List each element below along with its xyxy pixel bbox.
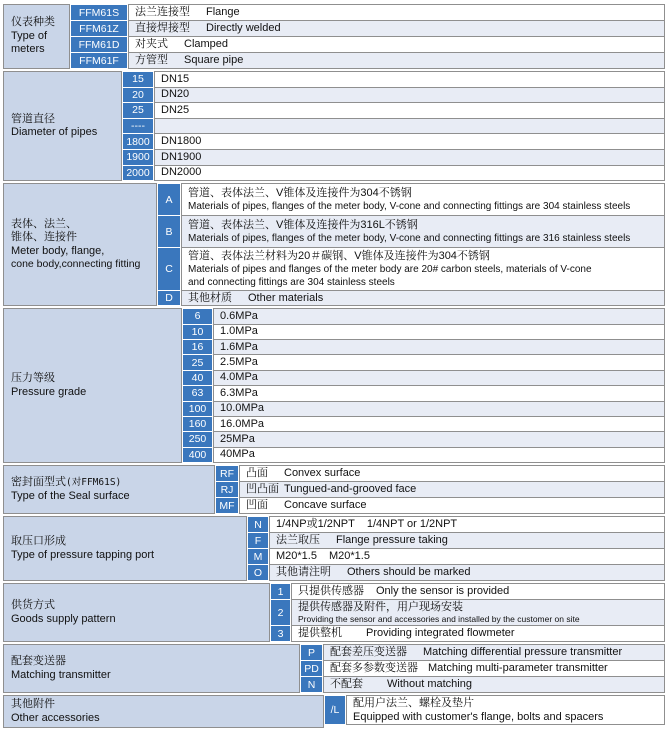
section-pressure-grade-label [3,308,182,463]
desc-en: Without matching [387,678,472,691]
desc-en: Square pipe [184,54,244,66]
desc-zh: DN1900 [161,150,202,163]
option-code: 3 [270,625,291,642]
option-desc [239,497,665,514]
section-supply-pattern [3,583,665,642]
option-desc [213,370,665,386]
label-en: Goods supply pattern [11,612,116,625]
desc-en: Tungued-and-grooved face [284,483,417,496]
option-desc [154,165,665,182]
option-code: 400 [182,447,213,463]
desc-en: Materials of pipes and flanges of the meter body are 20# carbon steels, materials of V-cone [188,263,592,275]
desc-zh: 直接焊接型 [135,22,190,34]
desc-zh: 对夹式 [135,38,168,50]
desc-zh: 法兰取压 [276,534,320,547]
section-tapping-port [3,516,665,581]
section-accessories-label [3,695,324,728]
option-code: 2000 [122,165,154,182]
section-tapping-port-label [3,516,247,581]
option-code: FFM61S [70,4,128,21]
option-rows [182,308,665,463]
option-code: PD [300,660,323,677]
option-desc [269,564,665,581]
option-desc [323,676,665,693]
desc-zh: 配套多参数变送器 [330,662,418,675]
option-code: 2 [270,599,291,626]
option-row [247,548,665,565]
option-row [182,370,665,386]
option-row [157,290,665,306]
section-pipe-diameter-label [3,71,122,181]
option-code: N [300,676,323,693]
desc-en: Clamped [184,38,229,50]
desc-zh: 25MPa [220,432,255,445]
option-rows [157,183,665,306]
option-rows [122,71,665,181]
option-code: FFM61D [70,36,128,53]
option-desc [213,324,665,340]
label-en: Diameter of pipes [11,126,98,139]
desc-en: Matching multi-parameter transmitter [428,662,608,675]
desc-en: Providing the sensor and accessories and installed by the customer on site [298,613,580,624]
option-row [215,465,665,482]
option-rows [70,4,665,69]
option-desc [154,87,665,104]
option-code: FFM61Z [70,20,128,37]
option-desc [181,247,665,291]
section-materials-label [3,183,157,306]
desc-zh: 管道、表体法兰、V锥体及连接件为316L不锈钢 [188,218,418,231]
option-code: 10 [182,324,213,340]
option-code: 1800 [122,133,154,150]
option-row [122,87,665,104]
desc-zh: DN25 [161,103,190,116]
option-code: 63 [182,385,213,401]
option-desc [154,71,665,88]
option-code: 250 [182,431,213,447]
option-row [157,247,665,291]
option-code: N [247,516,269,533]
option-code: /L [324,695,346,725]
desc-en: Others should be marked [347,566,471,579]
desc-zh: 提供整机 [298,627,342,640]
option-row [324,695,665,725]
option-desc [128,52,665,69]
option-desc [154,118,665,135]
option-desc [291,583,665,600]
section-transmitter-label [3,644,300,693]
desc-zh: DN2000 [161,166,202,179]
desc-zh: 1.0MPa [220,325,258,338]
label-zh: 仪表种类 [11,16,55,29]
option-desc [181,290,665,306]
desc-zh: 配套差压变送器 [330,646,407,659]
option-row [70,36,665,53]
desc-zh: 0.6MPa [220,309,258,322]
desc-en: Concave surface [284,499,367,512]
option-row [182,339,665,355]
option-desc [213,385,665,401]
desc-zh: 16.0MPa [220,417,265,430]
label-zh: 表体、法兰、 [11,217,77,230]
section-seal-surface [3,465,665,514]
option-desc [269,548,665,565]
label-zh2: 锥体、连接件 [11,231,77,244]
option-code: D [157,290,181,306]
option-code: 25 [182,354,213,370]
section-transmitter [3,644,665,693]
section-meter-type [3,4,665,69]
option-row [122,71,665,88]
option-code: ---- [122,118,154,135]
label-en: Pressure grade [11,385,87,398]
option-row [182,431,665,447]
option-code: 1 [270,583,291,600]
desc-en: Materials of pipes, flanges of the meter body, V-cone and connecting fittings are 304 stainless steels [188,200,631,212]
desc-zh: M20*1.5 [276,550,317,563]
section-seal-surface-label [3,465,215,514]
option-row [270,625,665,642]
label-en: Matching transmitter [11,668,111,681]
label-en: Type of meters [11,29,48,56]
option-rows [247,516,665,581]
option-row [122,102,665,119]
option-row [182,401,665,417]
option-row [157,215,665,248]
desc-en: Directly welded [206,22,281,34]
option-desc [239,481,665,498]
section-supply-pattern-label [3,583,270,642]
desc-zh: 法兰连接型 [135,6,190,18]
option-desc [346,695,665,725]
option-row [182,354,665,370]
section-pressure-grade [3,308,665,463]
desc-en: Materials of pipes, flanges of the meter body, V-cone and connecting fittings are 316 stainless steels [188,232,631,244]
desc-zh: 管道、表体法兰、V锥体及连接件为304不锈钢 [188,186,412,199]
option-code: 15 [122,71,154,88]
label-en: Other accessories [11,711,100,724]
desc-zh: DN1800 [161,135,202,148]
option-row [247,532,665,549]
option-row [182,416,665,432]
option-row [122,133,665,150]
label-zh: 取压口形成 [11,535,66,548]
desc-zh: DN20 [161,88,190,101]
option-code: 100 [182,401,213,417]
option-row [70,4,665,21]
option-desc [213,339,665,355]
option-row [157,183,665,216]
option-desc [269,516,665,533]
desc-zh: 10.0MPa [220,402,265,415]
desc-zh: DN15 [161,72,190,85]
section-materials [3,183,665,306]
desc-zh: 2.5MPa [220,356,258,369]
label-en: Meter body, flange, [11,244,105,257]
option-row [247,516,665,533]
option-code: 160 [182,416,213,432]
option-code: M [247,548,269,565]
label-en: Type of the Seal surface [11,489,130,502]
option-desc [323,644,665,661]
option-row [300,644,665,661]
desc-en: Only the sensor is provided [376,585,510,598]
option-row [122,118,665,135]
option-row [247,564,665,581]
option-code: 16 [182,339,213,355]
label-zh: 压力等级 [11,372,55,385]
label-en: Type of pressure tapping port [11,548,155,561]
label-zh: 管道直径 [11,112,55,125]
label-suffix: (对FFM61S) [66,477,122,489]
desc-en: Other materials [248,291,324,304]
option-desc [213,354,665,370]
option-desc [291,599,665,626]
option-row [182,308,665,324]
option-desc [213,308,665,324]
desc-zh: 方管型 [135,54,168,66]
option-rows [215,465,665,514]
desc-en2: and connecting fittings are 304 stainless steels [188,276,395,288]
option-desc [154,102,665,119]
option-code: 25 [122,102,154,119]
option-row [122,149,665,166]
option-desc [181,183,665,216]
option-row [182,324,665,340]
desc-en: Equipped with customer's flange, bolts and spacers [353,710,604,723]
option-row [215,497,665,514]
label-en2: cone body,connecting fitting [11,258,141,271]
desc-zh: 1/4NP或1/2NPT [276,518,355,531]
option-code: A [157,183,181,216]
option-row [182,385,665,401]
option-desc [213,416,665,432]
label-zh: 配套变送器 [11,655,66,668]
option-row [122,165,665,182]
option-code: RJ [215,481,239,498]
option-row [215,481,665,498]
option-desc [291,625,665,642]
desc-zh: 4.0MPa [220,371,258,384]
option-desc [213,431,665,447]
option-desc [128,36,665,53]
option-code: 1900 [122,149,154,166]
desc-en: Matching differential pressure transmitter [423,646,623,659]
option-desc [269,532,665,549]
desc-zh: 凸面 [246,467,268,480]
desc-en: Flange pressure taking [336,534,448,547]
desc-zh: 提供传感器及附件，用户现场安装 [298,600,463,613]
section-pipe-diameter [3,71,665,181]
desc-en: 1/4NPT or 1/2NPT [366,518,458,531]
desc-en: M20*1.5 [328,550,370,563]
option-desc [154,149,665,166]
option-row [182,447,665,463]
option-row [70,52,665,69]
desc-zh: 6.3MPa [220,386,258,399]
label-zh: 密封面型式(对FFM61S) [11,476,122,489]
desc-zh: 1.6MPa [220,340,258,353]
option-code: C [157,247,181,291]
desc-zh: 不配套 [330,678,363,691]
option-code: O [247,564,269,581]
option-code: 40 [182,370,213,386]
option-code: MF [215,497,239,514]
desc-zh: 凹凸面 [246,483,279,496]
section-meter-type-label [3,4,70,69]
option-code: 6 [182,308,213,324]
section-accessories [3,695,665,728]
desc-zh: 其他材质 [188,291,232,304]
option-desc [128,4,665,21]
option-desc [154,133,665,150]
option-desc [181,215,665,248]
desc-zh: 凹面 [246,499,268,512]
option-code: P [300,644,323,661]
desc-zh: 40MPa [220,448,255,461]
option-desc [213,401,665,417]
option-code: RF [215,465,239,482]
option-rows [300,644,665,693]
desc-en: Providing integrated flowmeter [366,627,515,640]
option-row [300,676,665,693]
option-desc [213,447,665,463]
option-code: FFM61F [70,52,128,69]
option-code: F [247,532,269,549]
option-row [270,599,665,626]
option-row [300,660,665,677]
option-desc [128,20,665,37]
desc-zh: 配用户法兰、螺栓及垫片 [353,696,474,709]
option-row [270,583,665,600]
option-code: B [157,215,181,248]
desc-zh: 只提供传感器 [298,585,364,598]
option-rows [270,583,665,642]
label-zh: 供货方式 [11,599,55,612]
option-desc [323,660,665,677]
option-rows [324,695,665,728]
option-code: 20 [122,87,154,104]
option-desc [239,465,665,482]
desc-zh: 其他请注明 [276,566,331,579]
desc-en: Convex surface [284,467,361,480]
desc-en: Flange [206,6,240,18]
option-row [70,20,665,37]
label-zh: 其他附件 [11,698,55,711]
desc-zh: 管道、表体法兰材料为20＃碳钢、V锥体及连接件为304不锈钢 [188,249,490,262]
